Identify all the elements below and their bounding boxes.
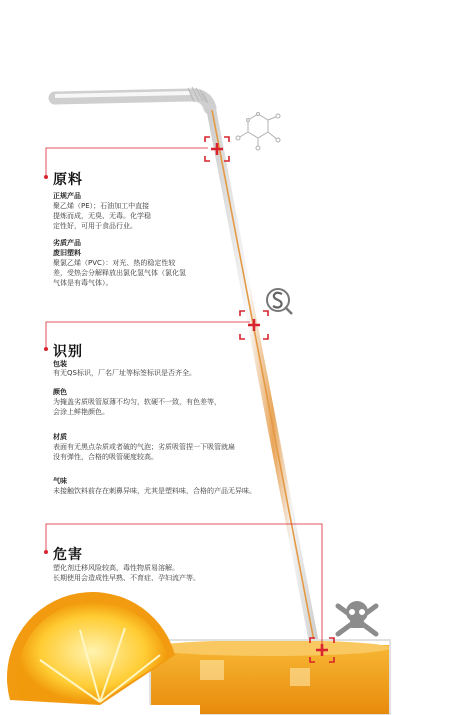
item-text: 表面有无黑点杂质或者破的气泡；劣质吸管捏一下吸管就扁 没有弹性，合格的吸管硬度较高。 — [53, 443, 235, 461]
callout-dot — [44, 550, 48, 554]
section-title-hazards: 危害 — [53, 547, 83, 563]
molecule-icon — [236, 113, 280, 151]
juice-glass — [150, 640, 390, 715]
hazard-text: 塑化剂迁移风险较高，毒性物质易溶解。 长期使用会造成性早熟、不育症、孕妇流产等。 — [53, 564, 200, 582]
section-title-materials: 原料 — [53, 172, 83, 188]
item-heading: 包装 — [53, 360, 67, 368]
group-text: 聚乙烯（PE）；石油加工中直接 提炼而成，无臭、无毒。化学稳 定性好，可用于食品行业。 — [53, 202, 151, 230]
callout-dot — [44, 175, 48, 179]
item-heading: 颜色 — [53, 388, 67, 396]
item-heading: 气味 — [53, 477, 67, 485]
skull-crossbones-icon — [338, 601, 376, 634]
qs-logo-icon — [267, 289, 292, 314]
group-heading: 正规产品 — [53, 192, 81, 200]
item-text: 未接触饮料前存在刺鼻异味，尤其是塑料味，合格的产品无异味。 — [53, 487, 256, 495]
section-title-identify: 识别 — [53, 344, 83, 360]
group-text: 聚氯乙烯（PVC）：对光、热的稳定性较 差，受热会分解释放出氯化氢气体（氯化氢 气体是有毒气体）。 — [53, 259, 186, 287]
item-heading: 材质 — [53, 433, 67, 441]
item-text: 为掩盖劣质吸管原薄不均匀，软硬不一致，有色差等， 会涂上鲜艳颜色。 — [53, 398, 221, 416]
group-heading: 劣质产品 废旧塑料 — [53, 239, 81, 257]
item-text: 有无QS标识，厂名厂址等标签标识是否齐全。 — [53, 369, 196, 377]
callout-dot — [44, 347, 48, 351]
